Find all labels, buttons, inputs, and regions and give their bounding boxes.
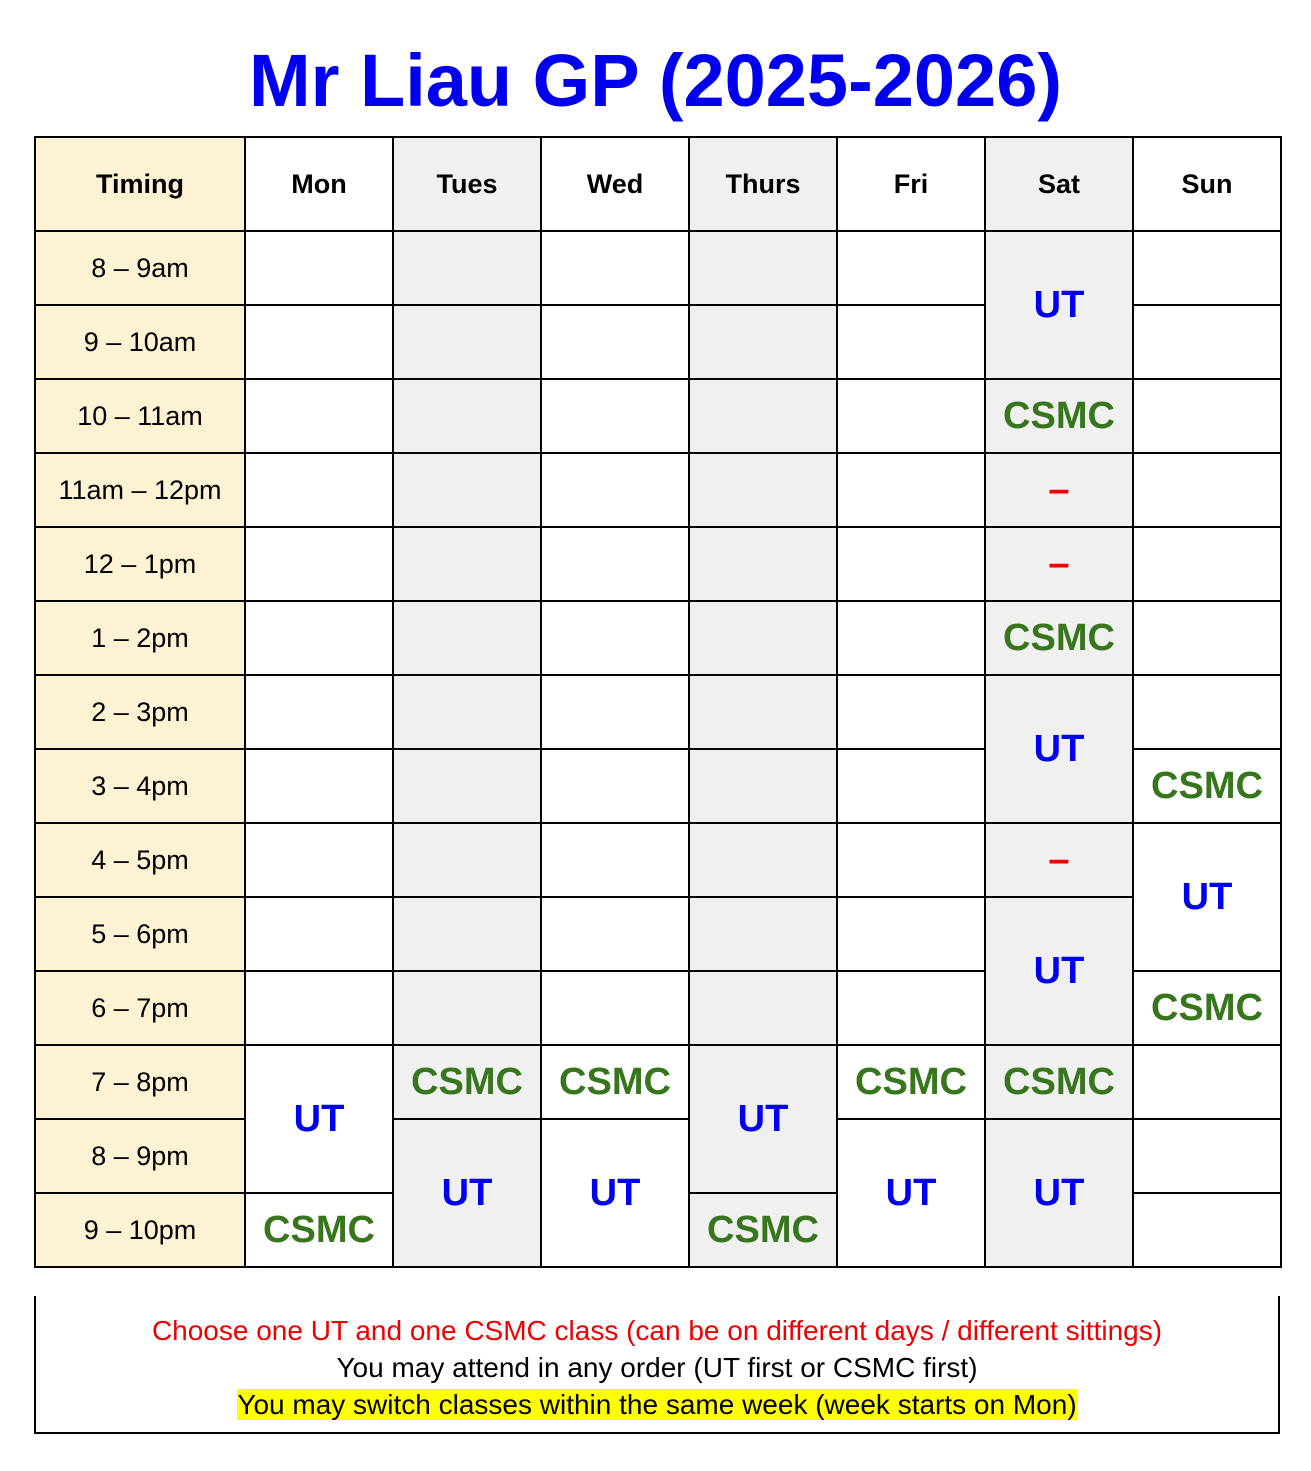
cell-empty [541, 897, 689, 971]
cell-empty [1133, 379, 1281, 453]
page-title: Mr Liau GP (2025-2026) [249, 39, 1062, 122]
time-cell: 9 – 10am [35, 305, 245, 379]
header-wed: Wed [541, 137, 689, 231]
cell-empty [689, 453, 837, 527]
cell-empty [541, 231, 689, 305]
time-cell: 5 – 6pm [35, 897, 245, 971]
cell-empty [245, 379, 393, 453]
cell-empty [689, 527, 837, 601]
cell-empty [541, 379, 689, 453]
note-switch-classes: You may switch classes within the same week (week starts on Mon) [237, 1389, 1077, 1420]
cell-empty [689, 305, 837, 379]
cell-empty [393, 601, 541, 675]
cell-empty [541, 749, 689, 823]
notes-box [34, 1296, 1280, 1434]
note-choose-classes: Choose one UT and one CSMC class (can be on different days / different sittings) [151, 1315, 1163, 1346]
time-cell: 1 – 2pm [35, 601, 245, 675]
table-row [35, 1119, 1281, 1193]
cell-empty [837, 823, 985, 897]
cell-empty [689, 231, 837, 305]
cell-empty [245, 231, 393, 305]
cell-empty [393, 527, 541, 601]
header-timing: Timing [35, 137, 245, 231]
cell-empty [393, 823, 541, 897]
cell-empty [837, 453, 985, 527]
cell-empty [1133, 1045, 1281, 1119]
cell-empty [837, 675, 985, 749]
cell-empty [393, 971, 541, 1045]
timetable [34, 136, 1282, 1268]
time-cell: 9 – 10pm [35, 1193, 245, 1267]
cell-empty [245, 897, 393, 971]
cell-empty [393, 305, 541, 379]
class-ut-wed-8pm: UT [541, 1119, 689, 1267]
class-ut-fri-8pm: UT [837, 1119, 985, 1267]
break-dash: – [985, 823, 1133, 897]
cell-empty [541, 601, 689, 675]
class-csmc-wed-7pm: CSMC [541, 1045, 689, 1119]
class-ut-sun-4pm: UT [1133, 823, 1281, 971]
break-dash: – [985, 527, 1133, 601]
class-ut-sat-2pm: UT [985, 675, 1133, 823]
header-fri: Fri [837, 137, 985, 231]
table-row [35, 601, 1281, 675]
class-ut-thurs-7pm: UT [689, 1045, 837, 1193]
cell-empty [541, 823, 689, 897]
cell-empty [1133, 1119, 1281, 1193]
cell-empty [689, 379, 837, 453]
cell-empty [393, 453, 541, 527]
class-ut-tues-8pm: UT [393, 1119, 541, 1267]
cell-empty [541, 971, 689, 1045]
header-sat: Sat [985, 137, 1133, 231]
time-cell: 12 – 1pm [35, 527, 245, 601]
table-row [35, 1045, 1281, 1119]
class-ut-sat-morning: UT [985, 231, 1133, 379]
cell-empty [245, 305, 393, 379]
cell-empty [837, 601, 985, 675]
class-csmc-sat-1pm: CSMC [985, 601, 1133, 675]
header-tues: Tues [393, 137, 541, 231]
cell-empty [689, 749, 837, 823]
cell-empty [245, 527, 393, 601]
cell-empty [837, 527, 985, 601]
cell-empty [837, 305, 985, 379]
cell-empty [393, 897, 541, 971]
class-ut-mon-7pm: UT [245, 1045, 393, 1193]
class-csmc-sat-10am: CSMC [985, 379, 1133, 453]
break-dash: – [985, 453, 1133, 527]
class-csmc-sun-3pm: CSMC [1133, 749, 1281, 823]
class-ut-sat-5pm: UT [985, 897, 1133, 1045]
time-cell: 10 – 11am [35, 379, 245, 453]
cell-empty [1133, 305, 1281, 379]
cell-empty [1133, 231, 1281, 305]
cell-empty [541, 453, 689, 527]
cell-empty [1133, 527, 1281, 601]
cell-empty [541, 675, 689, 749]
header-row [35, 137, 1281, 231]
cell-empty [245, 823, 393, 897]
time-cell: 4 – 5pm [35, 823, 245, 897]
cell-empty [837, 971, 985, 1045]
cell-empty [837, 749, 985, 823]
cell-empty [689, 971, 837, 1045]
cell-empty [245, 675, 393, 749]
cell-empty [837, 897, 985, 971]
cell-empty [541, 527, 689, 601]
time-cell: 8 – 9am [35, 231, 245, 305]
time-cell: 6 – 7pm [35, 971, 245, 1045]
table-row [35, 823, 1281, 897]
class-csmc-sun-6pm: CSMC [1133, 971, 1281, 1045]
time-cell: 2 – 3pm [35, 675, 245, 749]
cell-empty [393, 749, 541, 823]
header-mon: Mon [245, 137, 393, 231]
cell-empty [837, 379, 985, 453]
cell-empty [689, 601, 837, 675]
cell-empty [393, 675, 541, 749]
cell-empty [1133, 1193, 1281, 1267]
class-ut-sat-8pm: UT [985, 1119, 1133, 1267]
class-csmc-thurs-9pm: CSMC [689, 1193, 837, 1267]
cell-empty [1133, 675, 1281, 749]
time-cell: 7 – 8pm [35, 1045, 245, 1119]
class-csmc-tues-7pm: CSMC [393, 1045, 541, 1119]
cell-empty [245, 749, 393, 823]
header-sun: Sun [1133, 137, 1281, 231]
class-csmc-fri-7pm: CSMC [837, 1045, 985, 1119]
table-row [35, 453, 1281, 527]
cell-empty [837, 231, 985, 305]
table-row [35, 231, 1281, 305]
cell-empty [245, 601, 393, 675]
cell-empty [245, 453, 393, 527]
cell-empty [245, 971, 393, 1045]
cell-empty [1133, 453, 1281, 527]
time-cell: 3 – 4pm [35, 749, 245, 823]
cell-empty [689, 823, 837, 897]
time-cell: 11am – 12pm [35, 453, 245, 527]
class-csmc-sat-7pm: CSMC [985, 1045, 1133, 1119]
table-row [35, 527, 1281, 601]
cell-empty [1133, 601, 1281, 675]
header-thurs: Thurs [689, 137, 837, 231]
class-csmc-mon-9pm: CSMC [245, 1193, 393, 1267]
note-switch-classes-wrap [36, 1386, 1278, 1423]
table-row [35, 379, 1281, 453]
cell-empty [541, 305, 689, 379]
cell-empty [393, 231, 541, 305]
table-row [35, 675, 1281, 749]
note-attend-order: You may attend in any order (UT first or CSMC first) [336, 1352, 978, 1383]
table-row [35, 897, 1281, 971]
cell-empty [689, 675, 837, 749]
time-cell: 8 – 9pm [35, 1119, 245, 1193]
cell-empty [393, 379, 541, 453]
cell-empty [689, 897, 837, 971]
